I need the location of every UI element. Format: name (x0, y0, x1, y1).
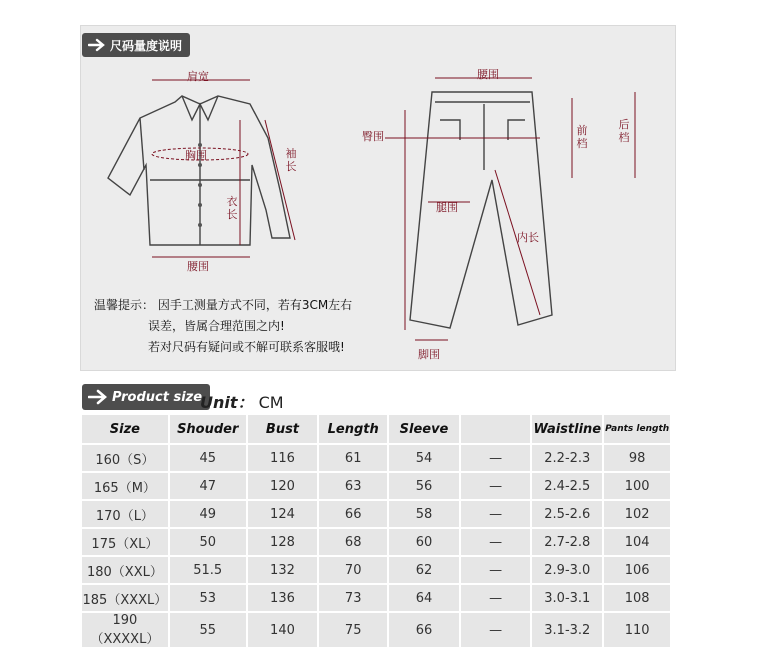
cell-bust: 136 (247, 584, 319, 612)
cell-size: 160（S） (81, 444, 169, 472)
header-blank (460, 414, 531, 444)
cell-bust: 132 (247, 556, 319, 584)
cell-pants-length: 104 (603, 528, 671, 556)
header-sleeve: Sleeve (388, 414, 460, 444)
shirt-shoulder-label: 肩宽 (187, 70, 209, 83)
cell-shoulder: 50 (169, 528, 247, 556)
cell-blank: — (460, 528, 531, 556)
cell-sleeve: 58 (388, 500, 460, 528)
cell-sleeve: 62 (388, 556, 460, 584)
cell-shoulder: 55 (169, 612, 247, 648)
header-bust: Bust (247, 414, 319, 444)
product-size-tag (82, 384, 210, 410)
cell-length: 73 (318, 584, 388, 612)
note-line-1: 温馨提示： 因手工测量方式不同，若有3CM左右 (94, 298, 353, 312)
pants-thigh-label: 腿围 (436, 201, 458, 214)
shirt-length-label: 衣长 (226, 195, 238, 221)
cell-waistline: 2.7-2.8 (531, 528, 603, 556)
cell-bust: 116 (247, 444, 319, 472)
unit-label (200, 390, 284, 413)
shirt-sleeve-label: 袖长 (285, 147, 297, 173)
cell-blank: — (460, 556, 531, 584)
cell-shoulder: 51.5 (169, 556, 247, 584)
cell-size: 170（L） (81, 500, 169, 528)
cell-shoulder: 49 (169, 500, 247, 528)
arrow-right-icon (88, 389, 108, 405)
unit-label-text: Unit： (200, 393, 254, 412)
cell-pants-length: 98 (603, 444, 671, 472)
table-row (81, 528, 671, 556)
cell-sleeve: 60 (388, 528, 460, 556)
cell-waistline: 2.5-2.6 (531, 500, 603, 528)
header-size: Size (81, 414, 169, 444)
table-row (81, 500, 671, 528)
cell-waistline: 2.9-3.0 (531, 556, 603, 584)
table-header-row (81, 414, 671, 444)
unit-value: CM (258, 393, 284, 412)
cell-blank: — (460, 444, 531, 472)
note-line-3: 若对尺码有疑问或不解可联系客服哦! (148, 340, 345, 354)
cell-shoulder: 45 (169, 444, 247, 472)
measurement-note (94, 295, 352, 358)
pants-inseam-label: 内长 (517, 231, 539, 244)
cell-pants-length: 106 (603, 556, 671, 584)
cell-length: 75 (318, 612, 388, 648)
pants-front-rise-label: 前档 (576, 124, 588, 150)
cell-size: 185（XXXL） (81, 584, 169, 612)
cell-pants-length: 110 (603, 612, 671, 648)
arrow-right-icon (88, 38, 106, 52)
cell-pants-length: 108 (603, 584, 671, 612)
cell-size: 180（XXL） (81, 556, 169, 584)
cell-shoulder: 53 (169, 584, 247, 612)
header-waistline: Waistline (531, 414, 603, 444)
cell-waistline: 3.0-3.1 (531, 584, 603, 612)
cell-length: 70 (318, 556, 388, 584)
cell-size: 165（M） (81, 472, 169, 500)
cell-length: 63 (318, 472, 388, 500)
cell-length: 66 (318, 500, 388, 528)
table-row (81, 584, 671, 612)
header-shoulder: Shouder (169, 414, 247, 444)
cell-bust: 124 (247, 500, 319, 528)
product-size-title: Product size (112, 389, 203, 405)
size-table (80, 413, 672, 649)
cell-length: 61 (318, 444, 388, 472)
cell-sleeve: 66 (388, 612, 460, 648)
cell-blank: — (460, 584, 531, 612)
shirt-waist-label: 腰围 (187, 260, 209, 273)
header-length: Length (318, 414, 388, 444)
cell-shoulder: 47 (169, 472, 247, 500)
table-row (81, 556, 671, 584)
pants-hip-label: 臀围 (362, 130, 384, 143)
cell-blank: — (460, 472, 531, 500)
cell-blank: — (460, 612, 531, 648)
cell-size: 190（XXXXL） (81, 612, 169, 648)
table-row (81, 472, 671, 500)
cell-waistline: 3.1-3.2 (531, 612, 603, 648)
cell-size: 175（XL） (81, 528, 169, 556)
cell-sleeve: 54 (388, 444, 460, 472)
cell-pants-length: 102 (603, 500, 671, 528)
pants-hem-label: 脚围 (418, 348, 440, 361)
note-line-2: 误差，皆属合理范围之内! (148, 319, 285, 333)
table-row (81, 612, 671, 648)
cell-bust: 140 (247, 612, 319, 648)
shirt-chest-label: 胸围 (185, 149, 207, 162)
measurement-guide-tag (82, 33, 190, 57)
cell-pants-length: 100 (603, 472, 671, 500)
cell-blank: — (460, 500, 531, 528)
cell-bust: 120 (247, 472, 319, 500)
header-pants-length: Pants length (603, 414, 671, 444)
cell-bust: 128 (247, 528, 319, 556)
measurement-guide-title: 尺码量度说明 (110, 38, 183, 53)
cell-waistline: 2.2-2.3 (531, 444, 603, 472)
table-row (81, 444, 671, 472)
cell-sleeve: 56 (388, 472, 460, 500)
cell-waistline: 2.4-2.5 (531, 472, 603, 500)
pants-diagram (380, 60, 650, 360)
cell-sleeve: 64 (388, 584, 460, 612)
pants-waist-label: 腰围 (477, 68, 499, 81)
pants-back-rise-label: 后档 (618, 118, 630, 144)
cell-length: 68 (318, 528, 388, 556)
